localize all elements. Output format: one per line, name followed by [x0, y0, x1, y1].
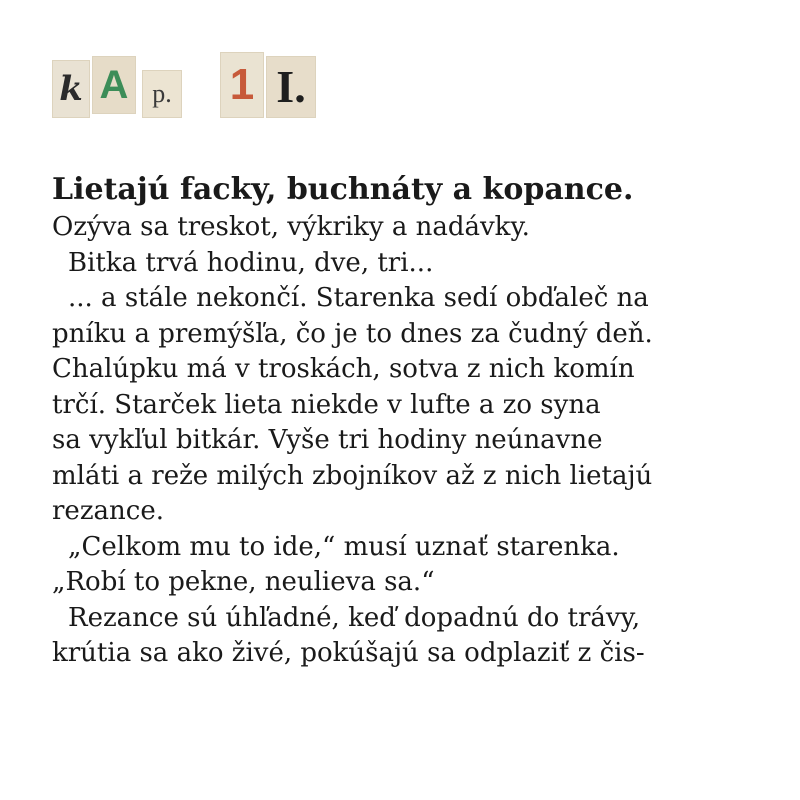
chapter-number-1: 1 [220, 52, 264, 118]
chapter-letter-a: A [92, 56, 136, 114]
story-line: „Celkom mu to ide,“ musí uznať starenka. [68, 531, 620, 562]
story-line: rezance. [52, 496, 164, 526]
story-line: „Robí to pekne, neulieva sa.“ [52, 567, 435, 597]
story-heading: Lietajú facky, buchnáty a kopance. [52, 172, 634, 207]
chapter-label [52, 52, 332, 124]
story-text [52, 170, 772, 672]
story-line: Chalúpku má v troskách, sotva z nich komín [52, 354, 635, 384]
chapter-number-i: I. [266, 56, 316, 118]
chapter-letter-k: k [52, 60, 90, 118]
story-line: Bitka trvá hodinu, dve, tri... [68, 247, 434, 278]
story-line: trčí. Starček lieta niekde v lufte a zo syna [52, 389, 601, 420]
story-line: ... a stále nekončí. Starenka sedí obďaleč na [68, 283, 649, 313]
story-line: sa vykľul bitkár. Vyše tri hodiny neúnavne [52, 425, 603, 455]
story-line: mláti a reže milých zbojníkov až z nich lietajú [52, 460, 653, 491]
story-line: Ozýva sa treskot, výkriky a nadávky. [52, 212, 530, 242]
story-line: krútia sa ako živé, pokúšajú sa odplaziť z čis- [52, 638, 645, 668]
chapter-letter-p: p. [142, 70, 182, 118]
story-line: pníku a premýšľa, čo je to dnes za čudný deň. [52, 318, 653, 349]
story-line: Rezance sú úhľadné, keď dopadnú do trávy, [68, 602, 641, 633]
